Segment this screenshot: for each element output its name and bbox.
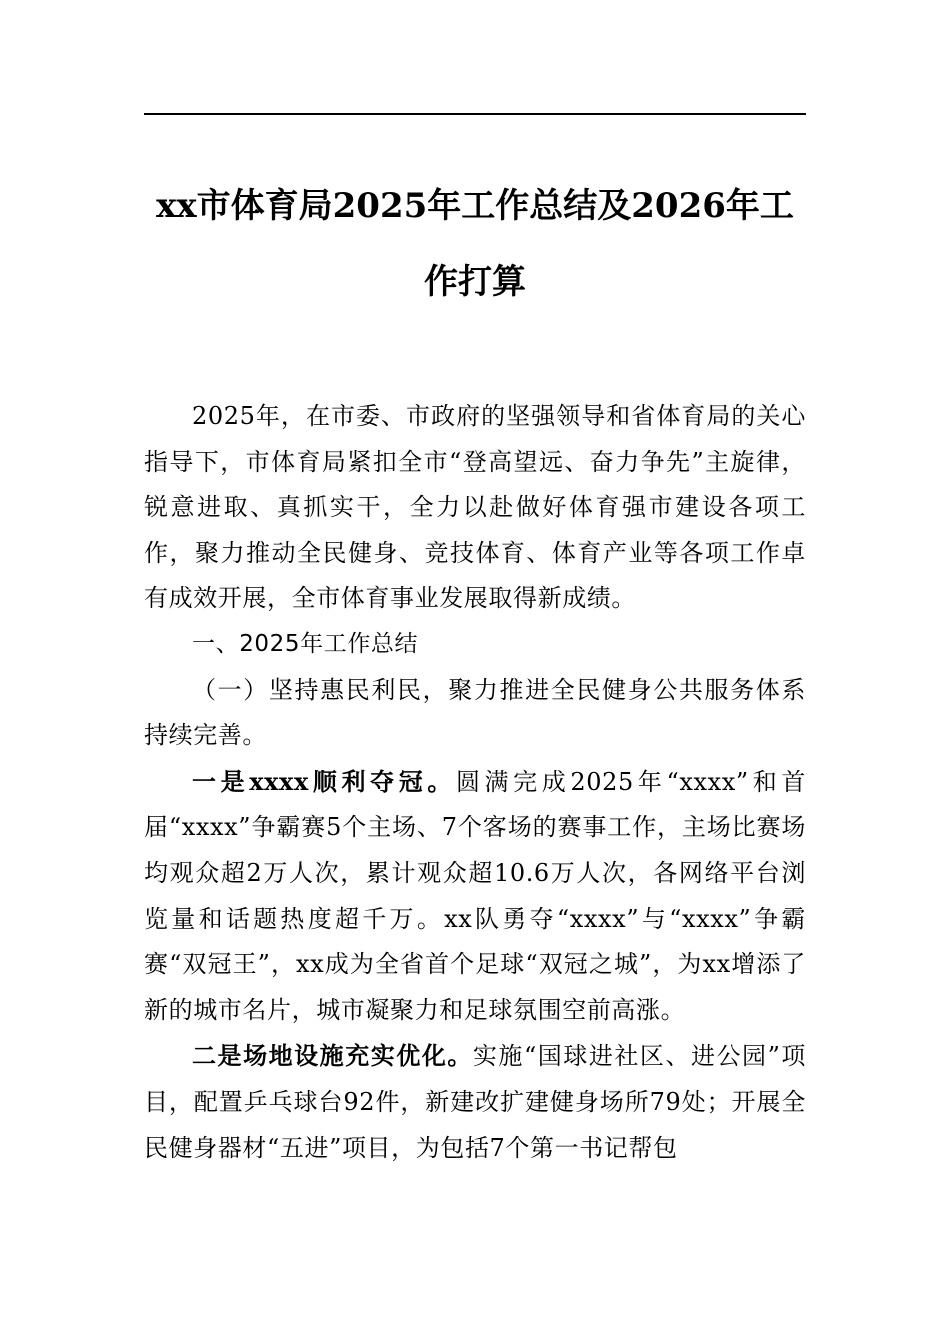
item-text-1: 圆满完成2025年“xxxx”和首届“xxxx”争霸赛5个主场、7个客场的赛事工作，主场比赛场均观众超2万人次，累计观众超10.6万人次，各网络平台浏览量和话题热度超千万。xx队勇夺“xxxx”与“xxxx”争霸赛“双冠王”，xx成为全省首个足球“双冠之城”，为xx增添了新的城市名片，城市凝聚力和足球氛围空前高涨。 — [144, 767, 806, 1024]
item-paragraph-1 — [144, 759, 806, 1034]
header-rule — [144, 113, 806, 115]
document-body — [144, 394, 806, 1171]
section-heading: 一、2025年工作总结 — [192, 630, 419, 657]
item-lead-2: 二是场地设施充实优化。 — [192, 1041, 473, 1071]
intro-paragraph: 2025年，在市委、市政府的坚强领导和省体育局的关心指导下，市体育局紧扣全市“登高望远、奋力争先”主旋律，锐意进取、真抓实干，全力以赴做好体育强市建设各项工作，聚力推动全民健身、竞技体育、体育产业等各项工作卓有成效开展，全市体育事业发展取得新成绩。 — [144, 402, 806, 613]
document-title: xx市体育局2025年工作总结及2026年工作打算 — [156, 186, 794, 302]
subsection-heading: （一）坚持惠民利民，聚力推进全民健身公共服务体系持续完善。 — [144, 675, 806, 750]
item-text-2: 实施“国球进社区、进公园”项目，配置乒乓球台92件，新建改扩建健身场所79处；开展全民健身器材“五进”项目，为包括7个第一书记帮包 — [144, 1042, 806, 1162]
item-lead-1: 一是xxxx顺利夺冠。 — [192, 766, 456, 796]
item-paragraph-2 — [144, 1033, 806, 1171]
